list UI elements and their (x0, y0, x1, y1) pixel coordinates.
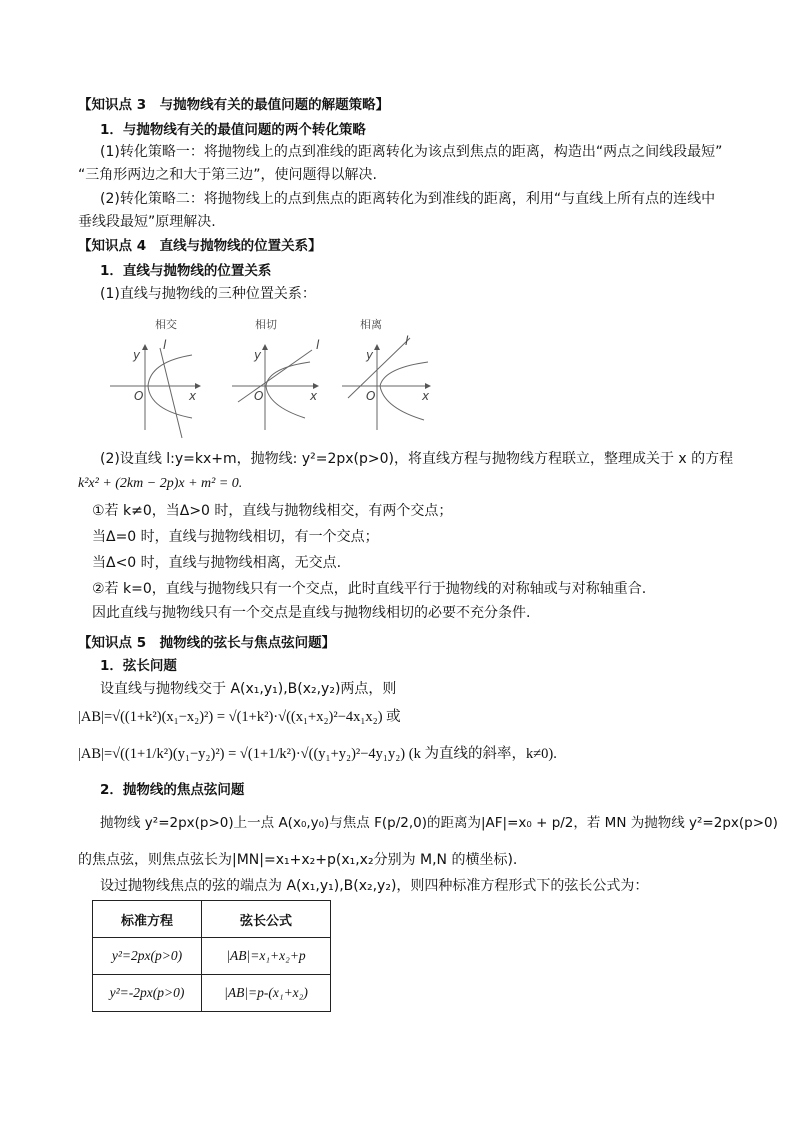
case-delta-positive: ①若 k≠0，当Δ>0 时，直线与抛物线相交，有两个交点； (92, 503, 453, 519)
table-header-formula: 弦长公式 (202, 901, 331, 938)
case-delta-zero: 当Δ=0 时，直线与抛物线相切，有一个交点； (92, 529, 379, 545)
subheading-two-strategies: 1．与抛物线有关的最值问题的两个转化策略 (100, 122, 366, 138)
fig2-origin-label: O (254, 389, 264, 403)
chord-length-table (92, 900, 331, 1012)
paragraph-chord-setup: 设直线与抛物线交于 A(x₁,y₁),B(x₂,y₂)两点，则 (100, 681, 397, 697)
figure-separate (342, 338, 430, 430)
table-header-row (93, 901, 331, 938)
fig1-y-label: y (133, 348, 141, 362)
parabola-3 (380, 362, 428, 420)
fig-label-tangent: 相切 (255, 318, 277, 331)
table-cell-equation: y²=-2px(p>0) (93, 975, 202, 1012)
fig-label-intersect: 相交 (155, 318, 177, 331)
case-k-zero: ②若 k=0，直线与抛物线只有一个交点，此时直线平行于抛物线的对称轴或与对称轴重合. (92, 581, 647, 597)
fig1-origin-label: O (134, 389, 144, 403)
conclusion-necessary-condition: 因此直线与抛物线只有一个交点是直线与抛物线相切的必要不充分条件. (92, 605, 531, 621)
paragraph-line-parabola-system: (2)设直线 l:y=kx+m，抛物线: y²=2px(p>0)，将直线方程与抛物线方程联立，整理成关于 x 的方程 (100, 451, 734, 467)
fig1-x-label: x (189, 389, 197, 403)
position-relation-figures (0, 310, 794, 440)
section-title-k4: 【知识点 4 直线与抛物线的位置关系】 (78, 238, 322, 254)
figure-tangent (232, 345, 318, 430)
section-title-k5: 【知识点 5 抛物线的弦长与焦点弦问题】 (78, 635, 336, 651)
table-cell-formula: |AB|=x₁+x₂+p (202, 938, 331, 975)
table-cell-equation: y²=2px(p>0) (93, 938, 202, 975)
fig3-y-label: y (366, 348, 374, 362)
paragraph-strategy1-b: “三角形两边之和大于第三边”，使问题得以解决. (78, 167, 377, 183)
table-header-equation: 标准方程 (93, 901, 202, 938)
paragraph-focal-chord-length: 的焦点弦，则焦点弦长为|MN|=x₁+x₂+p(x₁,x₂分别为 M,N 的横坐标). (78, 852, 518, 868)
paragraph-strategy2-b: 垂线段最短”原理解决. (78, 214, 216, 230)
subheading-position-relation: 1．直线与抛物线的位置关系 (100, 263, 272, 279)
fig2-y-label: y (254, 348, 262, 362)
paragraph-strategy2-a: (2)转化策略二：将抛物线上的点到焦点的距离转化为到准线的距离，利用“与直线上所有点的连线中 (100, 191, 716, 207)
line-l-1 (160, 348, 182, 438)
paragraph-strategy1-a: (1)转化策略一：将抛物线上的点到准线的距离转化为该点到焦点的距离，构造出“两点之间线段最短” (100, 144, 723, 160)
table-row (93, 938, 331, 975)
fig3-x-label: x (422, 389, 430, 403)
formula-chord-x: |AB|=√((1+k²)(x₁−x₂)²) = √(1+k²)·√((x₁+x₂)²−4x₁x₂) 或 (78, 709, 401, 725)
paragraph-three-relations: (1)直线与抛物线的三种位置关系： (100, 286, 316, 302)
formula-quadratic: k²x² + (2km − 2p)x + m² = 0. (78, 476, 243, 491)
figure-intersect (110, 345, 200, 438)
formula-chord-y: |AB|=√((1+1/k²)(y₁−y₂)²) = √(1+1/k²)·√((y₁+y₂)²−4y₁y₂) (k 为直线的斜率，k≠0). (78, 746, 557, 762)
paragraph-focal-distance: 抛物线 y²=2px(p>0)上一点 A(x₀,y₀)与焦点 F(p/2,0)的距离为|AF|=x₀ + p/2，若 MN 为抛物线 y²=2px(p>0) (100, 815, 778, 831)
subheading-focal-chord: 2．抛物线的焦点弦问题 (100, 782, 245, 798)
case-delta-negative: 当Δ<0 时，直线与抛物线相离，无交点. (92, 555, 342, 571)
fig3-origin-label: O (366, 389, 376, 403)
subheading-chord-length: 1．弦长问题 (100, 658, 177, 674)
fig2-x-label: x (310, 389, 318, 403)
section-title-k3: 【知识点 3 与抛物线有关的最值问题的解题策略】 (78, 97, 390, 113)
table-row (93, 975, 331, 1012)
fig2-line-label: l (316, 338, 320, 352)
fig-label-separate: 相离 (360, 318, 382, 331)
parabola-2 (266, 362, 310, 418)
table-cell-formula: |AB|=p-(x₁+x₂) (202, 975, 331, 1012)
paragraph-four-forms: 设过抛物线焦点的弦的端点为 A(x₁,y₁),B(x₂,y₂)，则四种标准方程形式下的弦长公式为： (100, 878, 649, 894)
fig1-line-label: l (163, 338, 167, 352)
fig3-line-label: l (405, 334, 409, 348)
line-l-2 (238, 350, 312, 402)
